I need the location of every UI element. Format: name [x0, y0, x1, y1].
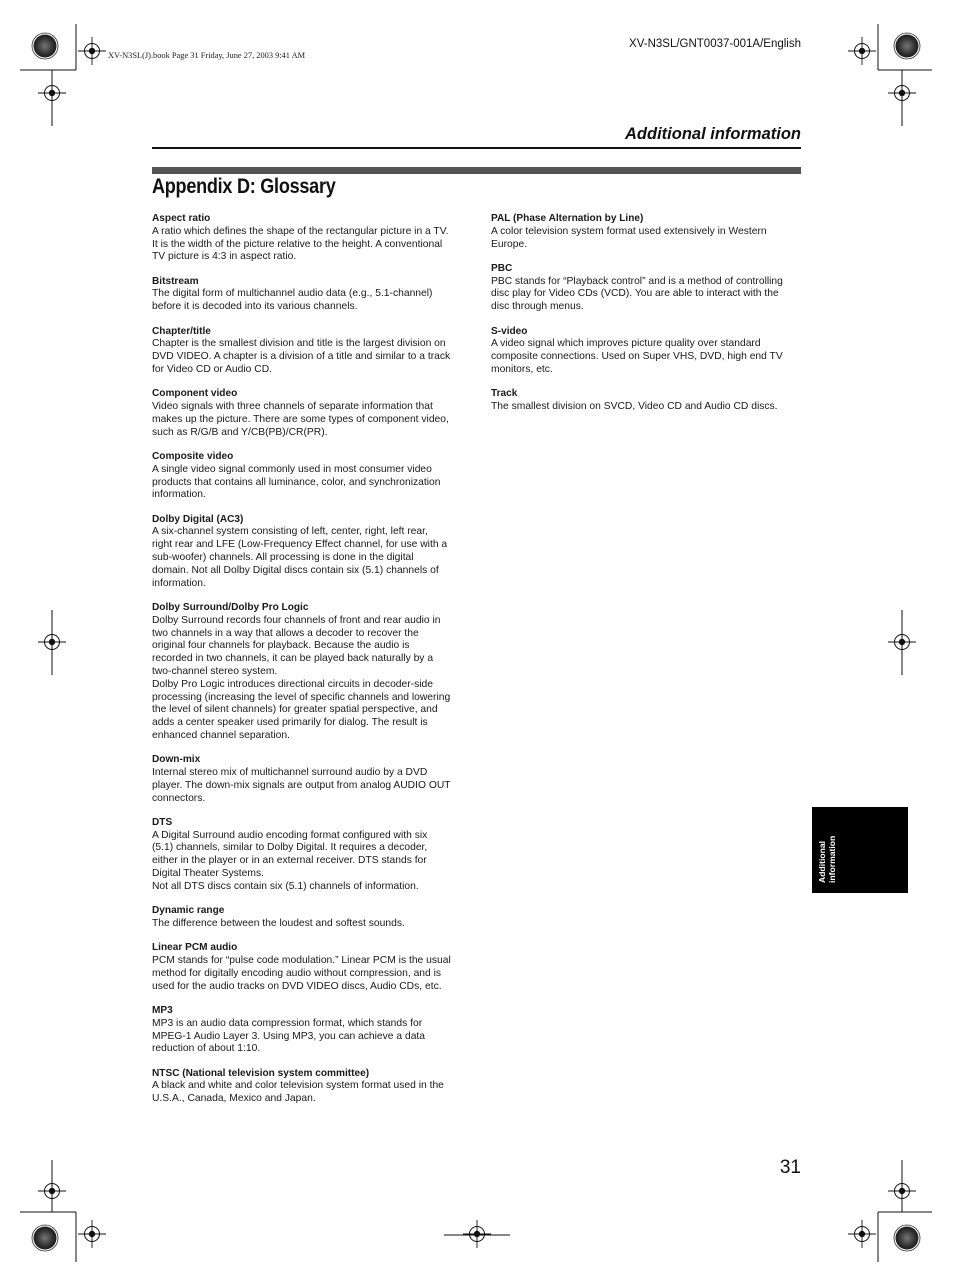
glossary-term: NTSC (National television system committee) — [152, 1067, 370, 1079]
glossary-term: Dolby Digital (AC3) — [152, 513, 244, 525]
glossary-term: PAL (Phase Alternation by Line) — [491, 213, 644, 224]
glossary-term: PBC — [491, 262, 513, 274]
glossary-definition: The difference between the loudest and softest sounds. — [152, 917, 405, 929]
glossary-term: Composite video — [152, 450, 234, 462]
glossary-term: Track — [491, 388, 518, 400]
glossary-entry — [491, 263, 801, 314]
glossary-entry — [152, 1005, 462, 1056]
corner-disc-br — [894, 1225, 920, 1251]
corner-disc-bl — [32, 1225, 58, 1251]
title-bar — [152, 167, 801, 174]
glossary-definition: A video signal which improves picture quality over standard composite connections. Used on Super VHS, DVD, high end TV monitors, etc. — [491, 338, 783, 375]
glossary-entry — [152, 817, 462, 894]
corner-disc-tr — [894, 33, 920, 59]
print-info-line: XV-N3SL(J).book Page 31 Friday, June 27, 2003 9:41 AM — [108, 51, 306, 60]
glossary-entry — [491, 388, 801, 414]
glossary-term: Component video — [152, 388, 238, 400]
glossary-definition: A ratio which defines the shape of the rectangular picture in a TV. It is the width of the picture relative to the height. A conventional TV picture is 4:3 in aspect ratio. — [152, 225, 449, 263]
corner-disc-tl — [32, 33, 58, 59]
glossary-entry — [152, 388, 462, 439]
glossary-term: MP3 — [152, 1004, 173, 1016]
glossary-definition: Chapter is the smallest division and title is the largest division on DVD VIDEO. A chapter is a division of a title and similar to a track for Video CD or Audio CD. — [152, 338, 451, 375]
side-tab — [812, 807, 908, 893]
glossary-entry — [491, 326, 801, 377]
glossary-entry — [491, 213, 801, 251]
glossary-entry — [152, 213, 462, 264]
glossary-entry — [152, 754, 462, 805]
glossary-definition: The digital form of multichannel audio data (e.g., 5.1-channel) before it is decoded into its various channels. — [152, 288, 433, 313]
glossary-term: Dolby Surround/Dolby Pro Logic — [152, 601, 309, 613]
glossary-definition: Video signals with three channels of separate information that makes up the picture. There are some types of component video, such as R/G/B and Y/CB(PB)/CR(PR). — [152, 401, 449, 438]
glossary-entry — [152, 602, 462, 743]
glossary-column-left — [152, 213, 462, 1118]
glossary-term: Chapter/title — [152, 325, 211, 337]
header-rule — [152, 147, 801, 149]
glossary-definition: A color television system format used extensively in Western Europe. — [491, 225, 767, 250]
glossary-definition: A six-channel system consisting of left, center, right, left rear, right rear and LFE (Low-Frequency Effect channel, for use with a sub-woofer) channels. All processing is done in the digital domain. Not all Dolby Digital discs contain six (5.1) channels of information. — [152, 526, 448, 589]
side-tab-label: Additional information — [817, 835, 837, 883]
glossary-entry — [152, 942, 462, 993]
glossary-entry — [152, 451, 462, 502]
glossary-term: DTS — [152, 816, 173, 828]
glossary-definition: Dolby Surround records four channels of front and rear audio in two channels in a way that allows a decoder to recover the original four channels for playback. Because the audio is recorded in two channels, it can be played back naturally by a two-channel stereo system. Dolby Pro Logic introduces directional circuits in decoder-side processing (increasing the level of specific channels and lowering the level of silent channels) for greater spatial perspective, and adds a center speaker used primarily for dialog. The result is enhanced channel separation. — [152, 614, 451, 741]
document-id: XV-N3SL/GNT0037-001A/English — [629, 38, 801, 50]
glossary-entry — [152, 905, 462, 931]
section-heading: Additional information — [625, 125, 801, 143]
glossary-definition: Internal stereo mix of multichannel surround audio by a DVD player. The down-mix signals are output from analog AUDIO OUT connectors. — [152, 766, 451, 804]
glossary-definition: The smallest division on SVCD, Video CD and Audio CD discs. — [491, 401, 778, 413]
glossary-term: Bitstream — [152, 275, 199, 287]
glossary-term: Aspect ratio — [152, 213, 211, 224]
glossary-entry — [152, 326, 462, 377]
glossary-definition: A single video signal commonly used in most consumer video products that contains all luminance, color, and synchronization information. — [152, 463, 441, 501]
glossary-definition: A Digital Surround audio encoding format configured with six (5.1) channels, similar to Dolby Digital. It requires a decoder, either in the player or in an external receiver. DTS stands for Digital Theater Systems. Not all DTS discs contain six (5.1) channels of information. — [152, 829, 428, 892]
glossary-term: Linear PCM audio — [152, 942, 238, 954]
glossary-definition: PBC stands for “Playback control” and is a method of controlling disc play for Video CDs (VCD). You are able to interact with the disc through menus. — [491, 275, 783, 313]
glossary-entry — [152, 514, 462, 591]
glossary-term: Dynamic range — [152, 905, 225, 917]
glossary-term: Down-mix — [152, 754, 201, 766]
page-title: Appendix D: Glossary — [152, 175, 336, 198]
glossary-entry — [152, 1068, 462, 1106]
page-number: 31 — [779, 1157, 801, 1178]
glossary-definition: MP3 is an audio data compression format, which stands for MPEG-1 Audio Layer 3. Using MP3, you can achieve a data reduction of about 1:10. — [152, 1017, 426, 1055]
glossary-definition: A black and white and color television system format used in the U.S.A., Canada, Mexico and Japan. — [152, 1080, 444, 1105]
glossary-definition: PCM stands for “pulse code modulation.” Linear PCM is the usual method for digitally encoding audio without compression, and is used for the audio tracks on DVD VIDEO discs, Audio CDs, etc. — [152, 955, 451, 992]
glossary-entry — [152, 276, 462, 314]
glossary-column-right — [491, 213, 801, 425]
glossary-term: S-video — [491, 325, 528, 337]
